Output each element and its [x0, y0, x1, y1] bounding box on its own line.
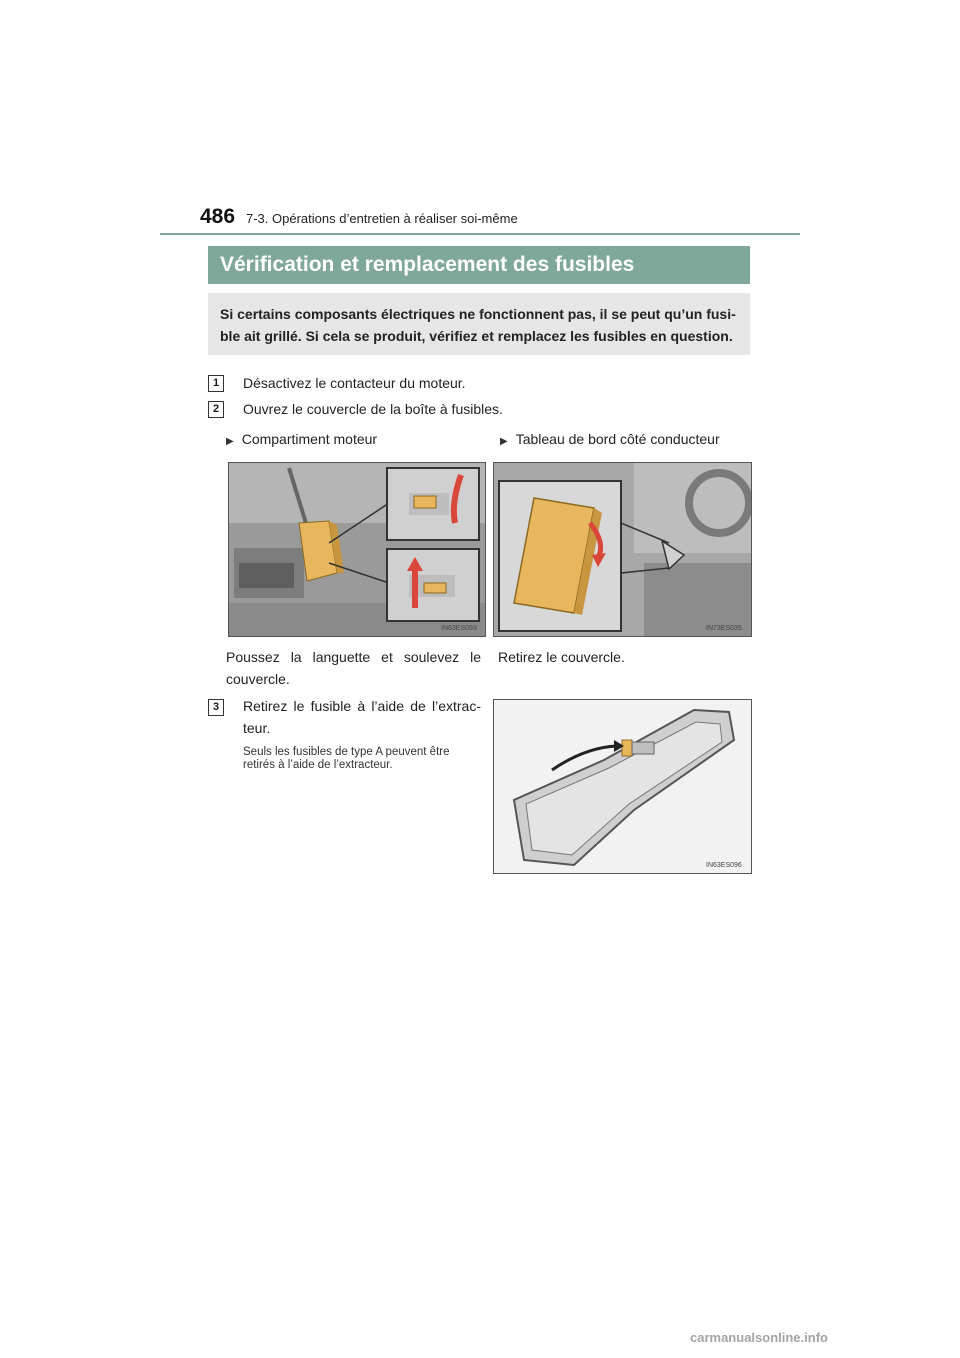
fuse-note-line-2: retirés à l’aide de l’extracteur. — [243, 759, 393, 771]
triangle-bullet-icon: ▶ — [226, 436, 234, 447]
image-code-left: IN63ES093 — [441, 625, 477, 632]
page-title: Vérification et remplacement des fusibles — [208, 246, 750, 284]
intro-line-2: ble ait grillé. Si cela se produit, vérifiez et remplacez les fusibles en question. — [220, 328, 733, 344]
header-divider — [160, 233, 800, 235]
subhead-dashboard-label: Tableau de bord côté conducteur — [515, 431, 720, 447]
step-number-2: 2 — [208, 401, 224, 418]
subhead-engine-label: Compartiment moteur — [241, 431, 378, 447]
step-text-3 — [243, 695, 481, 739]
subhead-engine-compartment — [226, 431, 377, 447]
engine-compartment-image — [228, 462, 486, 637]
section-title: 7-3. Opérations d’entretien à réaliser soi-même — [246, 211, 518, 226]
fuse-note-line-1: Seuls les fusibles de type A peuvent être — [243, 746, 450, 758]
caption-right: Retirez le couvercle. — [498, 649, 625, 665]
page-number: 486 — [200, 205, 236, 228]
step-number-1: 1 — [208, 375, 224, 392]
intro-line-1: Si certains composants électriques ne fonctionnent pas, il se peut qu’un fusi- — [220, 306, 736, 322]
step-text-3-line-1: Retirez le fusible à l’aide de l’extrac- — [243, 698, 481, 714]
image-code-right: IN73ES035 — [706, 625, 742, 632]
fuse-note — [243, 746, 483, 772]
step-text-1: Désactivez le contacteur du moteur. — [243, 375, 466, 391]
caption-left-line-2: couvercle. — [226, 671, 290, 687]
triangle-bullet-icon: ▶ — [500, 436, 508, 447]
intro-box — [208, 293, 750, 355]
image-code-third: IN63ES096 — [706, 862, 742, 869]
fuse-extractor-image — [493, 699, 752, 874]
step-text-3-line-2: teur. — [243, 720, 271, 736]
dashboard-image — [493, 462, 752, 637]
subhead-dashboard — [500, 431, 720, 447]
watermark[interactable]: carmanualsonline.info — [690, 1330, 828, 1345]
step-text-2: Ouvrez le couvercle de la boîte à fusibles. — [243, 401, 503, 417]
caption-left — [226, 646, 481, 690]
step-number-3: 3 — [208, 699, 224, 716]
caption-left-line-1: Poussez la languette et soulevez le — [226, 649, 481, 665]
